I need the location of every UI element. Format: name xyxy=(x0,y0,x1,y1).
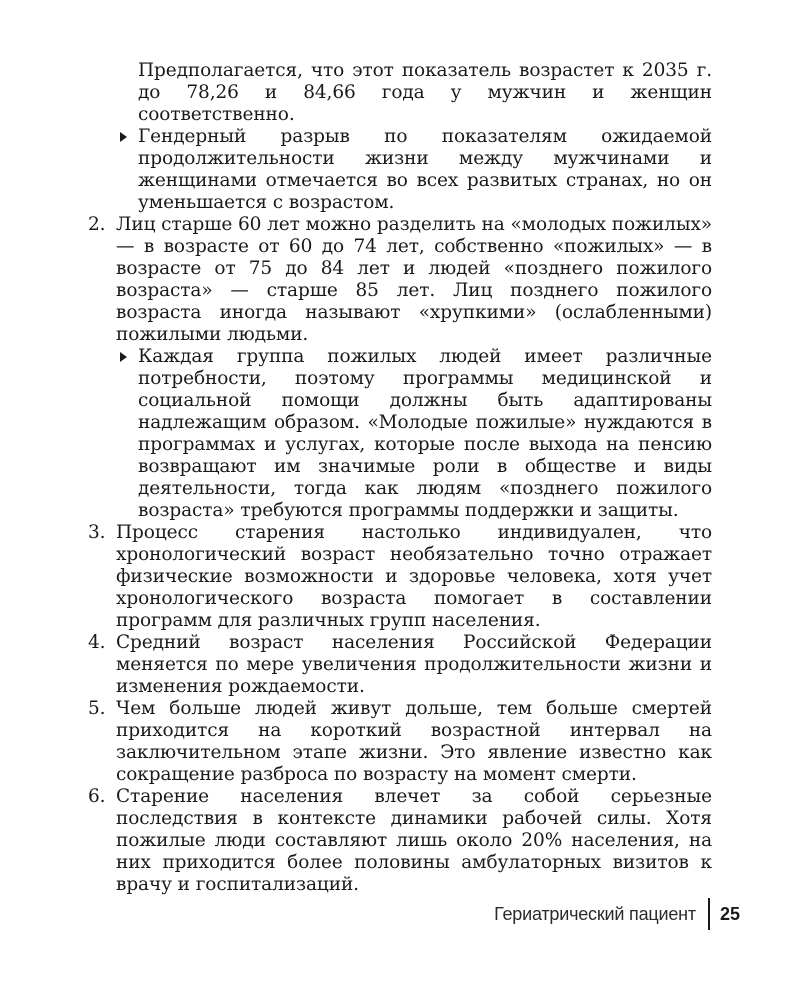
item-text: Процесс старения настолько индивидуален, что хронологический возраст необязательно точно отражает физические возможности и здоровье человека, хотя учет хронологического возраста помогает в составлении программ для различных групп населения. xyxy=(116,522,712,631)
item-number: 6. xyxy=(88,786,106,807)
footer-divider xyxy=(708,898,710,930)
item-number: 3. xyxy=(88,522,106,543)
numbered-item-5 xyxy=(88,698,712,786)
page-content xyxy=(88,60,712,896)
triangle-bullet-icon xyxy=(120,352,127,362)
item-text: Средний возраст населения Российской Федерации меняется по мере увеличения продолжительности жизни и изменения рождаемости. xyxy=(116,632,712,697)
page-footer xyxy=(494,898,740,930)
numbered-item-6 xyxy=(88,786,712,896)
continuation-paragraph: Предполагается, что этот показатель возрастет к 2035 г. до 78,26 и 84,66 года у мужчин и женщин соответственно. xyxy=(138,60,712,125)
item-text: Чем больше людей живут дольше, тем больше смертей приходится на короткий возрастной интервал на заключительном этапе жизни. Это явление известно как сокращение разброса по возрасту на момент смерти. xyxy=(116,698,712,785)
item-number: 2. xyxy=(88,214,106,235)
item-number: 4. xyxy=(88,632,106,653)
item-text: Лиц старше 60 лет можно разделить на «молодых пожилых» — в возрасте от 60 до 74 лет, собственно «пожилых» — в возрасте от 75 до 84 лет и людей «позднего пожилого возраста» — старше 85 лет. Лиц позднего пожилого возраста иногда называют «хрупкими» (ослабленными) пожилыми людьми. xyxy=(116,214,712,345)
triangle-bullet-icon xyxy=(120,132,127,142)
page-number: 25 xyxy=(719,903,740,924)
item-text: Старение населения влечет за собой серьезные последствия в контексте динамики рабочей силы. Хотя пожилые люди составляют лишь около 20% населения, на них приходится более половины амбулаторных визитов к врачу и госпитализаций. xyxy=(116,786,712,895)
numbered-item-4 xyxy=(88,632,712,698)
running-title: Гериатрический пациент xyxy=(494,903,696,924)
item-number: 5. xyxy=(88,698,106,719)
bullet-item xyxy=(88,126,712,214)
numbered-item-3 xyxy=(88,522,712,632)
bullet-text: Гендерный разрыв по показателям ожидаемой продолжительности жизни между мужчинами и женщинами отмечается во всех развитых странах, но он уменьшается с возрастом. xyxy=(138,126,712,213)
numbered-item-2 xyxy=(88,214,712,346)
bullet-text: Каждая группа пожилых людей имеет различные потребности, поэтому программы медицинской и социальной помощи должны быть адаптированы надлежащим образом. «Молодые пожилые» нуждаются в программах и услугах, которые после выхода на пенсию возвращают им значимые роли в обществе и виды деятельности, тогда как людям «позднего пожилого возраста» требуются программы поддержки и защиты. xyxy=(138,346,712,521)
bullet-item xyxy=(88,346,712,522)
